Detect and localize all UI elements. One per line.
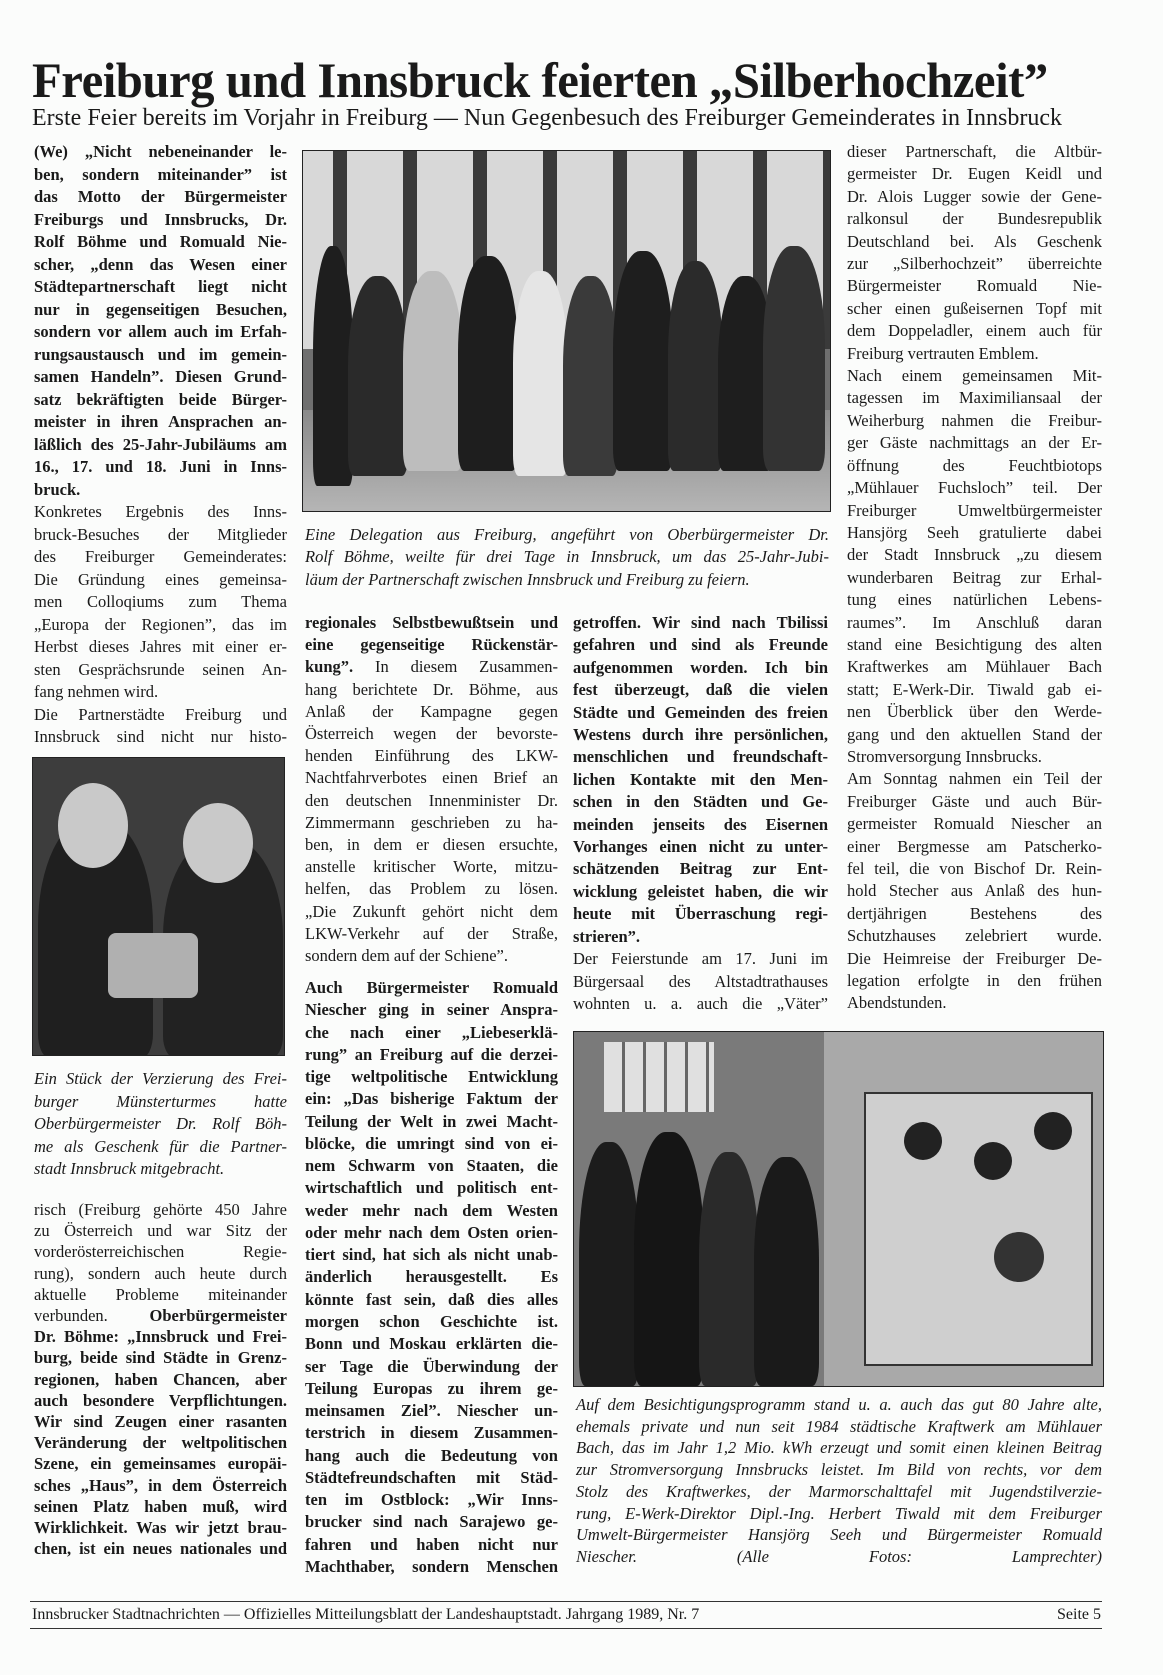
text-line: ben, in dem er diesen ersuchte,	[305, 835, 558, 855]
text-line: meister in ihren Ansprachen an-	[34, 412, 287, 431]
text-line: Freiburger Umweltbürgermeister	[847, 500, 1102, 520]
text-line	[34, 1538, 287, 1559]
caption-top-photo	[305, 524, 829, 591]
text-line: Freiburger Gäste und auch Bür-	[847, 791, 1102, 811]
text-segment: chen, ist ein neues nationales und	[34, 1539, 287, 1559]
text-line: nem Schwarm von Staaten, die	[305, 1156, 558, 1176]
text-line: weder mehr nach dem Westen	[305, 1200, 558, 1220]
text-line: Abendstunden.	[847, 993, 947, 1013]
text-line: Rolf Böhme und Romuald Nie-	[34, 232, 287, 251]
text-line: tung eines natürlichen Lebens-	[847, 590, 1102, 610]
text-line: rung, E-Werk-Direktor Dipl.-Ing. Herbert Tiwald mit dem Freiburger	[576, 1503, 1102, 1523]
text-line: des Freiburger Gemeinderates:	[34, 547, 287, 566]
text-line: Kraftwerkes am Mühlauer Bach	[847, 657, 1102, 677]
text-line: „Die Zukunft gehört nicht dem	[305, 901, 558, 921]
text-line: oder mehr nach dem Osten orien-	[305, 1222, 558, 1242]
text-line: raumes”. Im Anschluß daran	[847, 612, 1102, 632]
text-segment: verbunden.	[34, 1306, 150, 1326]
text-line: statt; E-Werk-Dir. Tiwald gab ei-	[847, 679, 1102, 699]
text-line: hang auch die Bedeutung von	[305, 1445, 558, 1465]
text-line: zu Österreich und war Sitz der	[34, 1221, 287, 1241]
text-segment: Oberbürgermeister	[149, 1306, 287, 1326]
text-line: das Motto der Bürgermeister	[34, 187, 287, 206]
text-line: Bürgersaal des Altstadtrathauses	[573, 971, 828, 991]
text-line	[34, 1496, 287, 1517]
text-line	[34, 1475, 287, 1496]
text-line	[305, 612, 558, 634]
text-line: Niescher ging in seiner Anspra-	[305, 1000, 558, 1020]
text-line	[34, 1326, 287, 1347]
text-line: Anlaß der Kampagne gegen	[305, 701, 558, 721]
text-line: lichen Kontakte mit den Men-	[573, 769, 828, 789]
text-line: Deutschland bei. Als Geschenk	[847, 231, 1102, 251]
text-line: aufgenommen worden. Ich bin	[573, 657, 828, 677]
photo-gift-handover	[32, 757, 285, 1056]
text-line: fel teil, die von Bischof Dr. Rein-	[847, 859, 1102, 878]
text-line	[34, 1432, 287, 1453]
text-line: ben, sondern miteinander” ist	[34, 164, 287, 184]
text-line: Ein Stück der Verzierung des Frei-	[34, 1069, 287, 1088]
text-line: Nachtfahrverbotes einen Brief an	[305, 768, 558, 788]
text-segment: Veränderung der weltpolitischen	[34, 1433, 287, 1453]
text-line: Innsbruck sind nicht nur histo-	[34, 727, 287, 746]
text-line: Nach einem gemeinsamen Mit-	[847, 366, 1102, 386]
text-line: Bonn und Moskau erklärten die-	[305, 1334, 558, 1354]
text-line: der Stadt Innsbruck „zu diesem	[847, 545, 1102, 565]
text-line: vorderösterreichischen Regie-	[34, 1242, 287, 1262]
text-line: terstrich in diesem Zusammen-	[305, 1423, 558, 1443]
text-line: rungsaustausch und im gemein-	[34, 344, 287, 364]
text-line: Auf dem Besichtigungsprogramm stand u. a. auch das gut 80 Jahre alte,	[576, 1395, 1102, 1414]
text-segment: Szene, ein gemeinsames europäi-	[34, 1454, 287, 1474]
text-line	[34, 1517, 287, 1538]
text-line: Bach, das im Jahr 1,2 Mio. kWh erzeugt und somit einen kleinen Beitrag	[576, 1438, 1102, 1458]
text-line: tige weltpolitische Entwicklung	[305, 1067, 558, 1087]
text-line: zur Stromversorgung Innsbrucks leistet. Im Bild von rechts, vor dem	[576, 1460, 1102, 1480]
text-segment: (Alle Fotos: Lamprechter)	[736, 1546, 1102, 1566]
text-line: einer Bergmesse am Patscherko-	[847, 836, 1102, 856]
text-segment: Wirklichkeit. Was wir jetzt brau-	[34, 1518, 287, 1538]
text-line: heute mit Überraschung regi-	[573, 904, 828, 924]
headline: Freiburg und Innsbruck feierten „Silberhochzeit”	[32, 52, 1048, 108]
text-line: gefahren und sind als Freunde	[573, 635, 828, 655]
text-line: stand eine Besichtigung des alten	[847, 634, 1102, 654]
text-line: Herbst dieses Jahres mit einer er-	[34, 637, 287, 656]
footer-publication: Innsbrucker Stadtnachrichten — Offizielles Mitteilungsblatt der Landeshauptstadt. Jahrgang 1989, Nr. 7	[32, 1606, 700, 1623]
text-line: Oberbürgermeister Dr. Rolf Böh-	[34, 1114, 287, 1133]
footer-rule-bottom	[30, 1628, 1102, 1629]
text-line: läßlich des 25-Jahr-Jubiläums am	[34, 434, 287, 454]
text-line: tagessen im Maximiliansaal der	[847, 388, 1102, 408]
text-line: könnte fast sein, daß dies alles	[305, 1289, 558, 1309]
text-line: henden Einführung des LKW-	[305, 746, 558, 766]
text-line: getroffen. Wir sind nach Tbilissi	[573, 613, 828, 632]
text-line: brucker sind nach Sarajewo ge-	[305, 1512, 558, 1532]
text-line	[576, 1546, 1102, 1568]
text-line: rung” an Freiburg auf die derzei-	[305, 1044, 558, 1064]
caption-bottom-photo	[576, 1394, 1102, 1568]
text-line: Städtepartnerschaft liegt nicht	[34, 277, 287, 296]
text-line	[305, 634, 558, 656]
text-line: hang berichtete Dr. Böhme, aus	[305, 679, 558, 699]
text-segment: In diesem Zusammen-	[353, 657, 558, 677]
text-line: dieser Partnerschaft, die Altbür-	[847, 142, 1102, 161]
text-line: ser Tage die Überwindung der	[305, 1356, 558, 1376]
text-line: Konkretes Ergebnis des Inns-	[34, 502, 287, 521]
text-line: bruck.	[34, 479, 81, 499]
text-segment: sches „Haus”, in dem Österreich	[34, 1475, 287, 1495]
text-line: Teilung Europas zu ihrem ge-	[305, 1378, 558, 1398]
text-line: den deutschen Innenminister Dr.	[305, 790, 558, 810]
column-2-bottom	[305, 977, 558, 1578]
text-segment: regionales Selbstbewußtsein und	[305, 613, 558, 632]
text-line: „Europa der Regionen”, das im	[34, 614, 287, 634]
text-line: nen Überblick über den Werde-	[847, 702, 1102, 722]
text-segment: regionen, haben Chancen, aber	[34, 1369, 287, 1389]
text-line: Die Heimreise der Freiburger De-	[847, 948, 1102, 968]
text-line: Hansjörg Seeh gratulierte dabei	[847, 522, 1102, 542]
text-line: Dr. Alois Lugger sowie der Gene-	[847, 186, 1102, 206]
text-segment: kung”.	[305, 657, 354, 677]
text-segment: seinen Platz haben muß, wird	[34, 1496, 287, 1516]
text-line: sondern vor allem auch im Erfah-	[34, 322, 287, 341]
text-line	[34, 1453, 287, 1474]
text-line: samen Handeln”. Diesen Grund-	[34, 367, 287, 386]
text-line: Städte und Gemeinden des freien	[573, 702, 828, 722]
text-segment: eine gegenseitige Rückenstär-	[305, 635, 558, 655]
text-line: satz bekräftigten beide Bürger-	[34, 389, 287, 409]
text-line: wicklung geleistet haben, die wir	[573, 881, 828, 901]
column-1-top	[34, 141, 287, 749]
text-line	[34, 1305, 287, 1326]
text-line: Weiherburg nahmen die Freibur-	[847, 410, 1102, 430]
text-line: menschlichen und freundschaft-	[573, 747, 828, 767]
text-line: fahren und haben nicht nur	[305, 1534, 558, 1554]
text-line: blöcke, die umringt sind von ei-	[305, 1133, 558, 1153]
footer-rule-top	[30, 1601, 1102, 1602]
text-line: Auch Bürgermeister Romuald	[305, 978, 558, 997]
text-line: Zimmermann geschrieben zu ha-	[305, 812, 558, 832]
text-line: dertjährigen Bestehens des	[847, 903, 1102, 923]
text-segment: burg, beide sind Städte in Grenz-	[34, 1348, 287, 1368]
text-line: fang nehmen wird.	[34, 682, 159, 701]
text-line: stadt Innsbruck mitgebracht.	[34, 1159, 225, 1178]
footer-page-number: Seite 5	[1057, 1606, 1101, 1623]
text-line	[34, 1411, 287, 1432]
text-line: Am Sonntag nahmen ein Teil der	[847, 769, 1102, 789]
text-line	[34, 1390, 287, 1411]
text-line: che nach einer „Liebeserklä-	[305, 1022, 558, 1042]
text-line: Die Partnerstädte Freiburg und	[34, 704, 287, 724]
text-line: ralkonsul der Bundesrepublik	[847, 209, 1102, 229]
text-line: aktuelle Probleme miteinander	[34, 1284, 287, 1304]
text-segment: auch besondere Verpflichtungen.	[34, 1390, 287, 1410]
text-line: meinden jenseits des Eisernen	[573, 814, 828, 834]
text-line: zur „Silberhochzeit” überreichte	[847, 254, 1102, 274]
text-line: Eine Delegation aus Freiburg, angeführt von Oberbürgermeister Dr.	[305, 525, 829, 544]
text-line: germeister Romuald Niescher an	[847, 814, 1102, 834]
text-line: scher, „denn das Wesen einer	[34, 254, 287, 274]
text-line: änderlich herausgestellt. Es	[305, 1267, 558, 1287]
photo-delegation-group	[302, 150, 831, 512]
text-line: Westens durch ihre persönlichen,	[573, 725, 828, 745]
text-line: schätzenden Beitrag zur Ent-	[573, 859, 828, 879]
text-line: anstelle kritischer Worte, mitzu-	[305, 857, 558, 877]
text-line: Die Gründung eines gemeinsa-	[34, 569, 287, 589]
text-line: „Mühlauer Fuchsloch” teil. Der	[847, 478, 1102, 498]
text-line	[305, 656, 558, 678]
text-line: gang und den aktuellen Stand der	[847, 724, 1102, 744]
text-segment: Wir sind Zeugen einer rasanten	[34, 1412, 287, 1432]
text-line: burger Münsterturmes hatte	[34, 1091, 287, 1111]
photo-power-plant-visit	[573, 1031, 1104, 1387]
text-line: ehemals private und nun seit 1984 städtische Kraftwerk am Mühlauer	[576, 1416, 1102, 1436]
text-line	[34, 1347, 287, 1368]
column-3	[573, 612, 828, 1015]
subheadline: Erste Feier bereits im Vorjahr in Freiburg — Nun Gegenbesuch des Freiburger Gemeinderates in Innsbruck	[32, 105, 1062, 131]
text-line: Bürgermeister Romuald Nie-	[847, 276, 1102, 296]
text-line: tiert sind, hat sich als nicht unab-	[305, 1245, 558, 1265]
text-line: rung), sondern auch heute durch	[34, 1263, 287, 1283]
text-line: Stromversorgung Innsbrucks.	[847, 746, 1042, 766]
text-line: strieren”.	[573, 926, 641, 946]
text-line: Österreich wegen der bevorste-	[305, 724, 558, 744]
text-line: morgen schon Geschichte ist.	[305, 1311, 558, 1331]
text-line: Freiburg vertrauten Emblem.	[847, 343, 1039, 363]
text-line: läum der Partnerschaft zwischen Innsbruck und Freiburg zu feiern.	[305, 569, 750, 589]
text-line: LKW-Verkehr auf der Straße,	[305, 923, 558, 943]
column-1-bottom	[34, 1199, 287, 1559]
text-line: schen in den Städten und Ge-	[573, 792, 828, 812]
text-segment: Dr. Böhme: „Innsbruck und Frei-	[34, 1327, 287, 1347]
text-line: Machthaber, sondern Menschen	[305, 1556, 558, 1576]
text-line: ten im Ostblock: „Wir Inns-	[305, 1490, 558, 1510]
text-line: legation erfolgte in den frühen	[847, 971, 1102, 991]
text-line: Vorhanges einen nicht zu unter-	[573, 837, 828, 857]
text-line: nur in gegenseitigen Besuchen,	[34, 299, 287, 319]
column-4	[847, 141, 1102, 1015]
text-line: Umwelt-Bürgermeister Hansjörg Seeh und Bürgermeister Romuald	[576, 1525, 1102, 1545]
text-line: germeister Dr. Eugen Keidl und	[847, 164, 1102, 184]
text-line: wunderbaren Beitrag zur Erhal-	[847, 567, 1102, 587]
text-line: sondern dem auf der Schiene”.	[305, 946, 508, 966]
text-line: öffnung des Feuchtbiotops	[847, 455, 1102, 475]
text-line: Städtefreundschaften mit Städ-	[305, 1467, 558, 1487]
text-line: helfen, das Problem zu lösen.	[305, 879, 558, 899]
text-line: meinsamen Ziel”. Niescher un-	[305, 1401, 558, 1421]
text-line: wohnten u. a. auch die „Väter”	[573, 993, 828, 1013]
text-line: men Colloqiums zum Thema	[34, 592, 287, 611]
text-line: Teilung der Welt in zwei Macht-	[305, 1111, 558, 1131]
text-line: 16., 17. und 18. Juni in Inns-	[34, 457, 287, 476]
text-line: wirtschaftlich und politisch ent-	[305, 1178, 558, 1198]
text-line: (We) „Nicht nebeneinander le-	[34, 142, 287, 161]
text-line: risch (Freiburg gehörte 450 Jahre	[34, 1200, 287, 1219]
text-line: Der Feierstunde am 17. Juni im	[573, 949, 828, 969]
text-line	[34, 1369, 287, 1390]
caption-left-photo	[34, 1068, 287, 1181]
column-2-top	[305, 612, 558, 967]
text-line: Schutzhauses zelebriert wurde.	[847, 926, 1102, 946]
text-line: sten Gesprächsrunde seinen An-	[34, 659, 287, 679]
text-line: scher einen gußeisernen Topf mit	[847, 298, 1102, 318]
text-line: ein: „Das bisherige Faktum der	[305, 1089, 558, 1109]
text-line: ger Gäste nachmittags an der Er-	[847, 433, 1102, 453]
text-line: Stolz des Kraftwerkes, der Marmorschalttafel mit Jugendstilverzie-	[576, 1481, 1102, 1501]
text-segment: Niescher.	[576, 1546, 737, 1566]
text-line: dem Doppeladler, einem auch für	[847, 321, 1102, 341]
text-line: fest überzeugt, daß die vielen	[573, 680, 828, 700]
text-line: Rolf Böhme, weilte für drei Tage in Innsbruck, um das 25-Jahr-Jubi-	[305, 547, 829, 567]
text-line: hold Stecher aus Anlaß des hun-	[847, 881, 1102, 901]
text-line: bruck-Besuches der Mitglieder	[34, 524, 287, 544]
text-line: me als Geschenk für die Partner-	[34, 1136, 287, 1156]
text-line: Freiburgs und Innsbrucks, Dr.	[34, 209, 287, 229]
